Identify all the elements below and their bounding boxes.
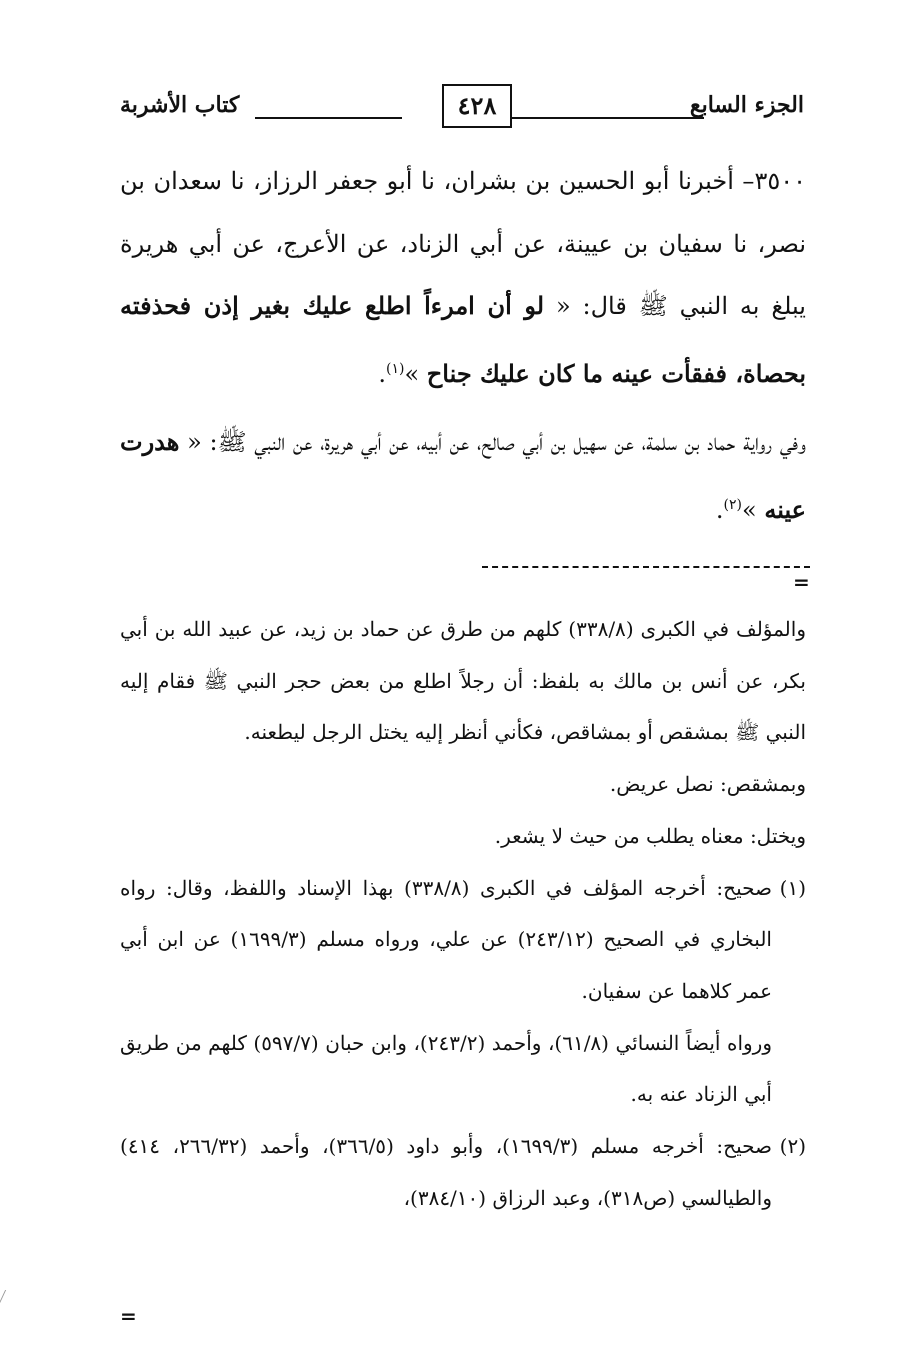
hadith-matn: لو أن امرءاً اطلع عليك بغير إذن فحذفته بحصاة، ففقأت عينه ما كان عليك جناح — [120, 291, 806, 388]
footnotes — [120, 604, 806, 1224]
continuation-mark-top: = — [793, 570, 810, 594]
footnote-continuation: والمؤلف في الكبرى (٣٣٨/٨) كلهم من طرق عن حماد بن زيد، عن عبيد الله بن أبي بكر، عن أنس بن مالك به بلفظ: أن رجلاً اطلع من بعض حجر النبي ﷺ فقام إليه النبي ﷺ بمشقص أو بمشاقص، فكأني أنظر إليه يختل الرجل ليطعنه. — [120, 617, 806, 745]
footnote-1-cont: ورواه أيضاً النسائي (٦١/٨)، وأحمد (٢٤٣/٢)، وابن حبان (٥٩٧/٧) كلهم من طريق أبي الزناد عنه به. — [120, 1030, 772, 1107]
gloss-yakhtil: ويختل: معناه يطلب من حيث لا يشعر. — [494, 823, 806, 848]
footnote-ref-2[interactable]: (٢) — [723, 496, 743, 513]
footnote-1-number: (١) — [779, 875, 806, 900]
period: . — [715, 495, 724, 524]
header-rule-left — [255, 117, 402, 119]
footnote-separator — [482, 566, 810, 568]
book-title: كتاب الأشربة — [120, 92, 240, 118]
scan-margin-line — [0, 1290, 14, 1312]
hadith-isnad: ٣٥٠٠– أخبرنا أبو الحسين بن بشران، نا أبو جعفر الرزاز، نا سعدان بن نصر، نا سفيان بن عيينة، عن أبي الزناد، عن الأعرج، عن أبي هريرة يبلغ به النبي ﷺ قال: « — [120, 167, 806, 320]
variant-matn: هدرت عينه — [120, 427, 806, 524]
running-header — [120, 84, 804, 132]
gloss-mishqas: وبمشقص: نصل عريض. — [609, 772, 806, 797]
hadith-variant — [120, 411, 806, 541]
page-number: ٤٢٨ — [442, 84, 512, 128]
volume-title: الجزء السابع — [689, 92, 804, 118]
variant-isnad: وفي رواية حماد بن سلمة، عن سهيل بن أبي صالح، عن أبيه، عن أبي هريرة، عن النبي ﷺ: « — [179, 428, 806, 456]
footnote-1-text: صحيح: أخرجه المؤلف في الكبرى (٣٣٨/٨) بهذا الإسناد واللفظ، وقال: رواه البخاري في الصحيح (٢٤٣/١٢) عن علي، ورواه مسلم (١٦٩٩/٣) عن ابن أبي عمر كلاهما عن سفيان. — [120, 875, 772, 1003]
footnote-ref-1[interactable]: (١) — [385, 360, 405, 377]
hadith-3500 — [120, 150, 806, 405]
quote-close: » — [742, 495, 765, 524]
footnote-2-number: (٢) — [779, 1134, 806, 1159]
footnote-2-text: صحيح: أخرجه مسلم (١٦٩٩/٣)، وأبو داود (٣٦٦/٥)، وأحمد (٢٦٦/٣٢، ٤١٤) والطيالسي (ص٣١٨)، وعبد الرزاق (٣٨٤/١٠)، — [120, 1134, 772, 1210]
footnote-1 — [120, 863, 806, 1018]
period: . — [378, 359, 386, 388]
quote-close: » — [404, 359, 427, 388]
footnote-2 — [120, 1121, 806, 1224]
hadith-text — [120, 150, 806, 541]
header-rule-right — [510, 117, 704, 119]
continuation-mark-bottom: = — [120, 1304, 137, 1328]
